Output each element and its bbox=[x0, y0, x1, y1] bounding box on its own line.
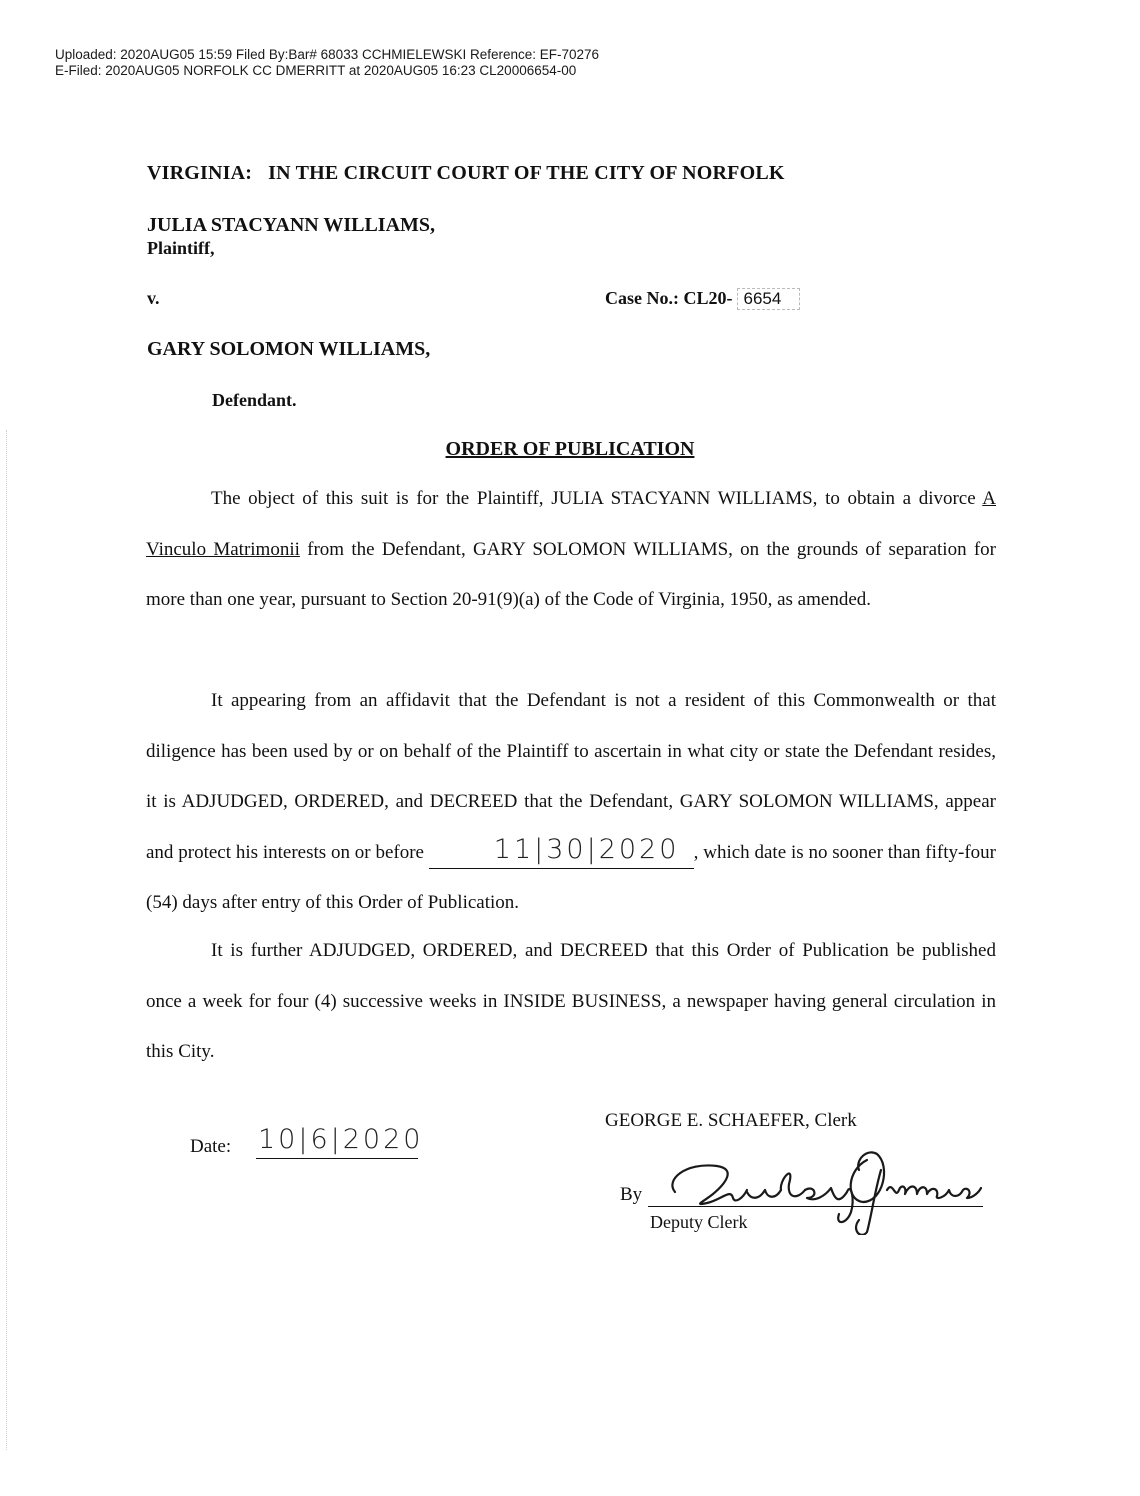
scan-edge-marks bbox=[6, 430, 10, 1450]
latin-term: A Vinculo Matrimonii bbox=[146, 488, 996, 560]
signature-line bbox=[648, 1206, 983, 1207]
entry-date: 10|6|2020 bbox=[258, 1124, 424, 1155]
appearance-date: 11|30|2020 bbox=[493, 833, 680, 865]
paragraph-2: It appearing from an affidavit that the Defendant is not a resident of this Commonwealth or that diligence has been used by or on behalf of the Plaintiff to ascertain in what city or state the Defendant resides, it is ADJUDGED, ORDERED, and DECREED that the Defendant, GARY SOLOMON WILLIAMS, appear and protect his interests on or before 11|30|2020 , which date is no sooner than fifty-four (54) days after entry of this Order of Publication. bbox=[146, 690, 996, 913]
clerk-name: GEORGE E. SCHAEFER, Clerk bbox=[605, 1110, 857, 1131]
appearance-date-field bbox=[429, 835, 694, 869]
upload-stamp-line: Uploaded: 2020AUG05 15:59 Filed By:Bar# 68033 CCHMIELEWSKI Reference: EF-70276 bbox=[55, 47, 600, 62]
versus: v. bbox=[147, 288, 160, 308]
document-title: ORDER OF PUBLICATION bbox=[445, 438, 695, 460]
plaintiff-name: JULIA STACYANN WILLIAMS, bbox=[147, 214, 436, 236]
case-number-line bbox=[605, 288, 800, 310]
case-label: Case No.: CL20- bbox=[605, 288, 733, 308]
defendant-name: GARY SOLOMON WILLIAMS, bbox=[147, 338, 431, 360]
jurisdiction: VIRGINIA: bbox=[147, 162, 253, 184]
plaintiff-role: Plaintiff, bbox=[147, 238, 215, 258]
date-label: Date: bbox=[190, 1136, 232, 1157]
court-name: IN THE CIRCUIT COURT OF THE CITY OF NORFOLK bbox=[268, 162, 785, 184]
case-number: 6654 bbox=[737, 288, 801, 310]
efile-stamp-line: E-Filed: 2020AUG05 NORFOLK CC DMERRITT at 2020AUG05 16:23 CL20006654-00 bbox=[55, 63, 577, 78]
defendant-role: Defendant. bbox=[212, 390, 297, 410]
court-caption bbox=[147, 162, 785, 185]
deputy-clerk-label: Deputy Clerk bbox=[650, 1212, 748, 1232]
paragraph-1: The object of this suit is for the Plaintiff, JULIA STACYANN WILLIAMS, to obtain a divorce A Vinculo Matrimonii from the Defendant, GARY SOLOMON WILLIAMS, on the grounds of separation for more than one year, pursuant to Section 20-91(9)(a) of the Code of Virginia, 1950, as amended. bbox=[146, 488, 997, 610]
entry-date-field bbox=[256, 1124, 424, 1159]
paragraph-3: It is further ADJUDGED, ORDERED, and DECREED that this Order of Publication be published once a week for four (4) successive weeks in INSIDE BUSINESS, a newspaper having general circulation in this City. bbox=[146, 940, 996, 1062]
by-label: By bbox=[620, 1184, 643, 1205]
